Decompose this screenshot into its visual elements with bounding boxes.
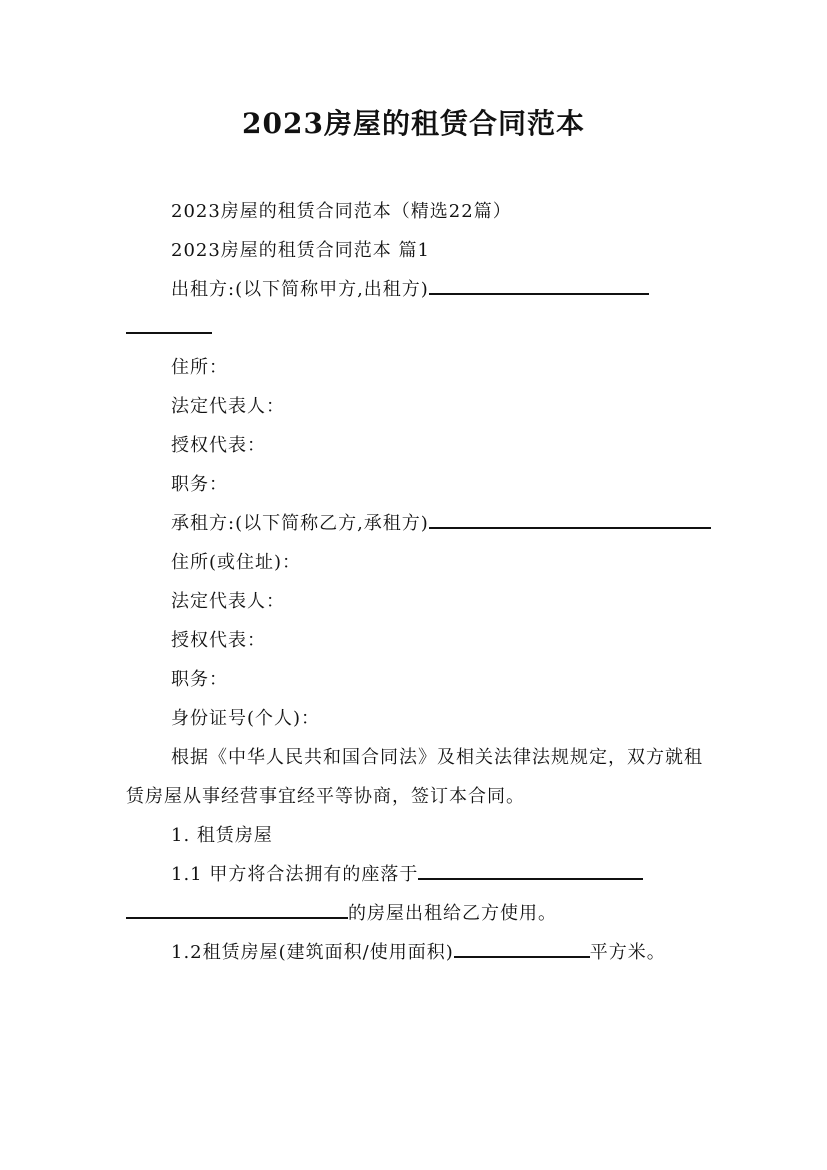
lessor-line (126, 270, 716, 348)
lessee-position-line: 职务： (171, 669, 228, 690)
lessee-auth-rep-line: 授权代表： (171, 630, 266, 651)
lessee-id-line: 身份证号(个人)： (171, 708, 321, 729)
article-heading: 2023房屋的租赁合同范本 篇1 (171, 240, 430, 261)
lessor-legal-rep-line: 法定代表人： (171, 396, 285, 417)
lessor-address-line: 住所： (171, 357, 228, 378)
lessee-label: 承租方:(以下简称乙方,承租方) (171, 513, 429, 534)
clause-1-1 (126, 855, 716, 933)
clause-1-1-text-b: 的房屋出租给乙方使用。 (348, 903, 557, 924)
lessor-blank-continued (126, 331, 212, 334)
lessor-auth-rep-line: 授权代表： (171, 435, 266, 456)
section-heading-1: 1. 租赁房屋 (171, 825, 273, 846)
clause-1-2-text-b: 平方米。 (589, 942, 666, 963)
basis-paragraph: 根据《中华人民共和国合同法》及相关法律法规规定，双方就租赁房屋从事经营事宜经平等协商，签订本合同。 (126, 747, 703, 807)
lessee-legal-rep-line: 法定代表人： (171, 591, 285, 612)
lessee-line (126, 504, 716, 543)
document-title: 2023房屋的租赁合同范本 (242, 107, 585, 140)
clause-1-1-blank (418, 877, 643, 880)
lessee-address-line: 住所(或住址)： (171, 552, 302, 573)
lessor-position-line: 职务： (171, 474, 228, 495)
lessee-blank-continued (649, 526, 711, 529)
clause-1-1-blank-continued (126, 916, 348, 919)
lessee-blank (429, 526, 649, 529)
clause-1-1-text-a: 1.1 甲方将合法拥有的座落于 (171, 864, 419, 885)
subtitle-line: 2023房屋的租赁合同范本（精选22篇） (171, 201, 512, 222)
document-body (126, 192, 716, 972)
clause-1-2 (126, 933, 716, 972)
lessor-blank (429, 292, 649, 295)
clause-1-2-blank (454, 955, 590, 958)
lessor-label: 出租方:(以下简称甲方,出租方) (171, 279, 429, 300)
clause-1-2-text-a: 1.2租赁房屋(建筑面积/使用面积) (171, 942, 454, 963)
